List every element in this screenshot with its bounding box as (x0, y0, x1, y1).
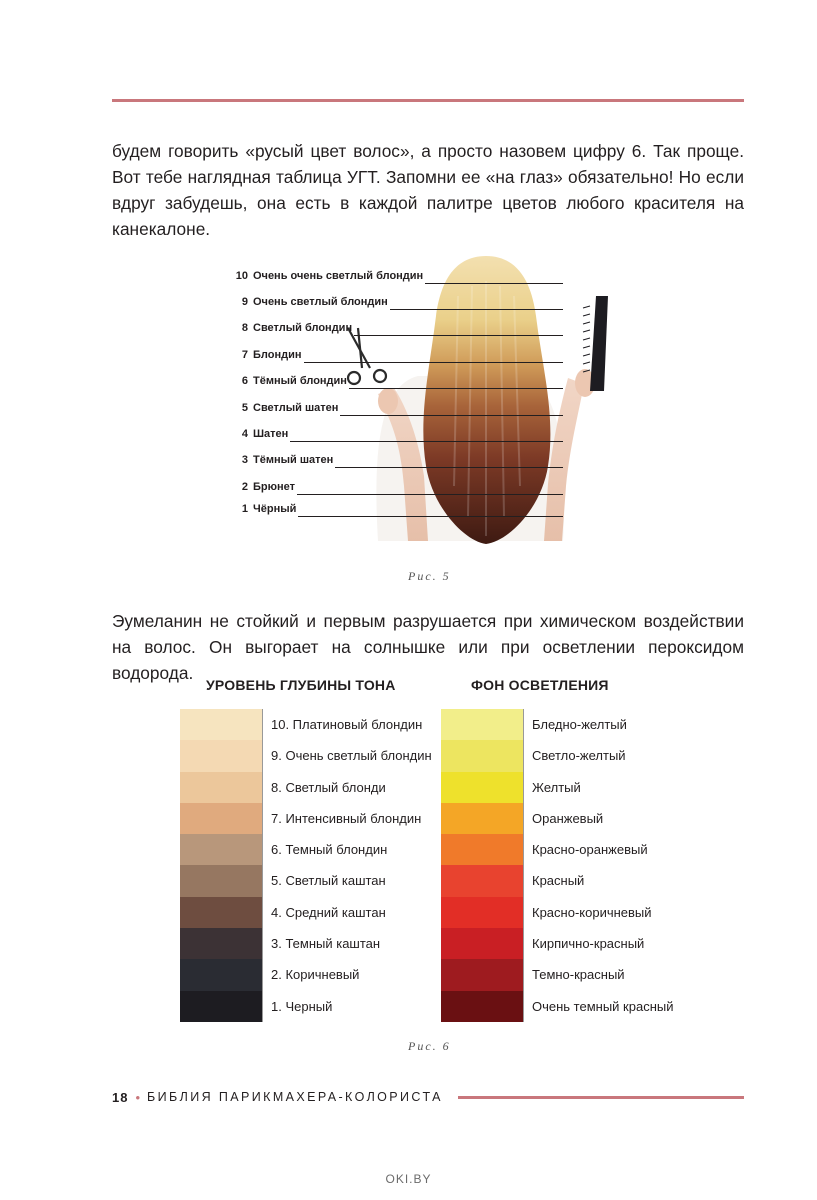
footer-bullet: • (135, 1089, 141, 1105)
figure-hair-levels (228, 256, 608, 546)
level-row (228, 501, 296, 517)
level-row (228, 268, 423, 284)
level-number: 1 (241, 503, 248, 515)
level-number: 10 (235, 270, 248, 282)
tone-depth-label: 4. Средний каштан (271, 904, 386, 920)
lightening-row (441, 740, 626, 771)
tone-depth-swatch (180, 740, 262, 771)
tone-depth-divider (262, 740, 263, 771)
lightening-divider (523, 928, 524, 959)
level-label: Брюнет (253, 481, 296, 493)
tone-depth-divider (262, 865, 263, 896)
lightening-divider (523, 803, 524, 834)
level-number: 3 (241, 454, 248, 466)
lightening-row (441, 959, 625, 990)
lightening-swatch (441, 834, 523, 865)
book-title: БИБЛИЯ ПАРИКМАХЕРА-КОЛОРИСТА (147, 1090, 443, 1104)
paragraph-intro: будем говорить «русый цвет волос», а просто назовем цифру 6. Так проще. Вот тебе наглядная таблица УГТ. Запомни ее «на глаз» обязательно! Но если вдруг забудешь, она есть в каждой палитре цветов любого красителя на канекалоне. (112, 141, 744, 239)
tone-depth-row (180, 897, 386, 928)
level-label: Блондин (253, 349, 302, 361)
tone-depth-swatch (180, 803, 262, 834)
level-rule (335, 467, 563, 468)
lightening-label: Светло-желтый (532, 748, 626, 764)
figure5-caption: Рис. 5 (408, 569, 451, 583)
tone-depth-label: 2. Коричневый (271, 967, 360, 983)
level-number: 8 (241, 322, 248, 334)
level-row (228, 452, 333, 468)
level-number: 7 (241, 349, 248, 361)
level-rule (425, 283, 563, 284)
lightening-divider (523, 959, 524, 990)
header-rule (112, 99, 744, 102)
tone-depth-row (180, 834, 388, 865)
lightening-divider (523, 897, 524, 928)
lightening-divider (523, 772, 524, 803)
level-label: Чёрный (253, 503, 297, 515)
page-footer (112, 1087, 443, 1107)
lightening-swatch (441, 740, 523, 771)
lightening-divider (523, 865, 524, 896)
level-row (228, 294, 388, 310)
tone-depth-swatch (180, 928, 262, 959)
level-row (228, 479, 295, 495)
tone-depth-label: 9. Очень светлый блондин (271, 748, 432, 764)
tone-depth-row (180, 928, 381, 959)
level-label: Очень светлый блондин (253, 296, 388, 308)
lightening-row (441, 865, 585, 896)
tone-depth-label: 7. Интенсивный блондин (271, 810, 422, 826)
lightening-swatch (441, 709, 523, 740)
lightening-swatch (441, 897, 523, 928)
level-label: Светлый блондин (253, 322, 353, 334)
tone-depth-swatch (180, 709, 262, 740)
level-rule (290, 441, 563, 442)
lightening-label: Бледно-желтый (532, 717, 627, 732)
lightening-swatches (441, 709, 674, 1022)
lightening-row (441, 772, 581, 803)
level-number: 5 (241, 402, 248, 414)
lightening-background-heading: ФОН ОСВЕТЛЕНИЯ (471, 677, 609, 693)
tone-depth-label: 1. Черный (271, 998, 333, 1014)
lightening-label: Кирпично-красный (532, 936, 645, 952)
lightening-row (441, 897, 652, 928)
tone-depth-label: 8. Светлый блонди (271, 779, 386, 795)
tone-depth-label: 6. Темный блондин (271, 842, 388, 858)
level-row (228, 400, 338, 416)
level-row (228, 373, 347, 389)
level-number: 4 (241, 428, 248, 440)
lightening-swatch (441, 865, 523, 896)
level-rule (349, 388, 563, 389)
footer-rule (458, 1096, 744, 1099)
tone-depth-row (180, 803, 422, 834)
lightening-divider (523, 709, 524, 740)
lightening-row (441, 928, 645, 959)
tone-depth-label: 10. Платиновый блондин (271, 717, 423, 732)
figure6-caption: Рис. 6 (408, 1039, 451, 1053)
tone-depth-row (180, 709, 423, 740)
level-number: 2 (241, 481, 248, 493)
level-label: Тёмный шатен (253, 454, 334, 466)
tone-depth-row (180, 991, 333, 1022)
tone-depth-swatch (180, 959, 262, 990)
tone-depth-divider (262, 959, 263, 990)
lightening-label: Желтый (532, 779, 581, 795)
lightening-divider (523, 834, 524, 865)
level-label: Очень очень светлый блондин (253, 270, 424, 282)
lightening-row (441, 991, 674, 1022)
tone-depth-row (180, 740, 432, 771)
lightening-label: Темно-красный (532, 967, 625, 983)
lightening-label: Красный (532, 873, 585, 889)
level-rule (298, 516, 563, 517)
lightening-swatch (441, 772, 523, 803)
level-row (228, 320, 352, 336)
lightening-label: Очень темный красный (532, 998, 674, 1014)
tone-depth-row (180, 959, 360, 990)
tone-depth-divider (262, 834, 263, 865)
tone-depth-row (180, 865, 386, 896)
lightening-divider (523, 991, 524, 1022)
level-number: 6 (241, 375, 248, 387)
lightening-swatch (441, 928, 523, 959)
paragraph-eumelanin: Эумеланин не стойкий и первым разрушается при химическом воздействии на волос. Он выгорает на солнышке или при осветлении пероксидом водорода. (112, 611, 744, 683)
level-rule (340, 415, 563, 416)
tone-depth-swatch (180, 991, 262, 1022)
level-label: Шатен (253, 428, 289, 440)
tone-depth-swatch (180, 834, 262, 865)
lightening-swatch (441, 803, 523, 834)
level-row (228, 426, 288, 442)
level-label: Светлый шатен (253, 402, 339, 414)
tone-depth-divider (262, 897, 263, 928)
watermark: OKI.BY (385, 1172, 432, 1186)
lightening-label: Красно-коричневый (532, 904, 652, 920)
level-rule (354, 335, 563, 336)
lightening-swatch (441, 959, 523, 990)
lightening-row (441, 803, 604, 834)
level-rule (304, 362, 563, 363)
tone-depth-heading: УРОВЕНЬ ГЛУБИНЫ ТОНА (206, 677, 396, 693)
tone-depth-divider (262, 991, 263, 1022)
lightening-divider (523, 740, 524, 771)
tone-depth-divider (262, 709, 263, 740)
lightening-row (441, 709, 627, 740)
level-label: Тёмный блондин (253, 375, 347, 387)
tone-depth-label: 5. Светлый каштан (271, 873, 386, 889)
tone-depth-divider (262, 928, 263, 959)
tone-depth-swatch (180, 865, 262, 896)
lightening-swatch (441, 991, 523, 1022)
tone-depth-swatch (180, 897, 262, 928)
level-rule (390, 309, 563, 310)
lightening-label: Оранжевый (532, 810, 604, 826)
tone-depth-swatches (180, 709, 432, 1022)
tone-depth-divider (262, 803, 263, 834)
lightening-label: Красно-оранжевый (532, 842, 648, 858)
tone-depth-row (180, 772, 386, 803)
level-rule (297, 494, 563, 495)
level-number: 9 (241, 296, 248, 308)
tone-depth-divider (262, 772, 263, 803)
lightening-row (441, 834, 648, 865)
page-number: 18 (112, 1089, 129, 1105)
tone-depth-label: 3. Темный каштан (271, 936, 381, 952)
tone-depth-swatch (180, 772, 262, 803)
level-row (228, 347, 302, 363)
